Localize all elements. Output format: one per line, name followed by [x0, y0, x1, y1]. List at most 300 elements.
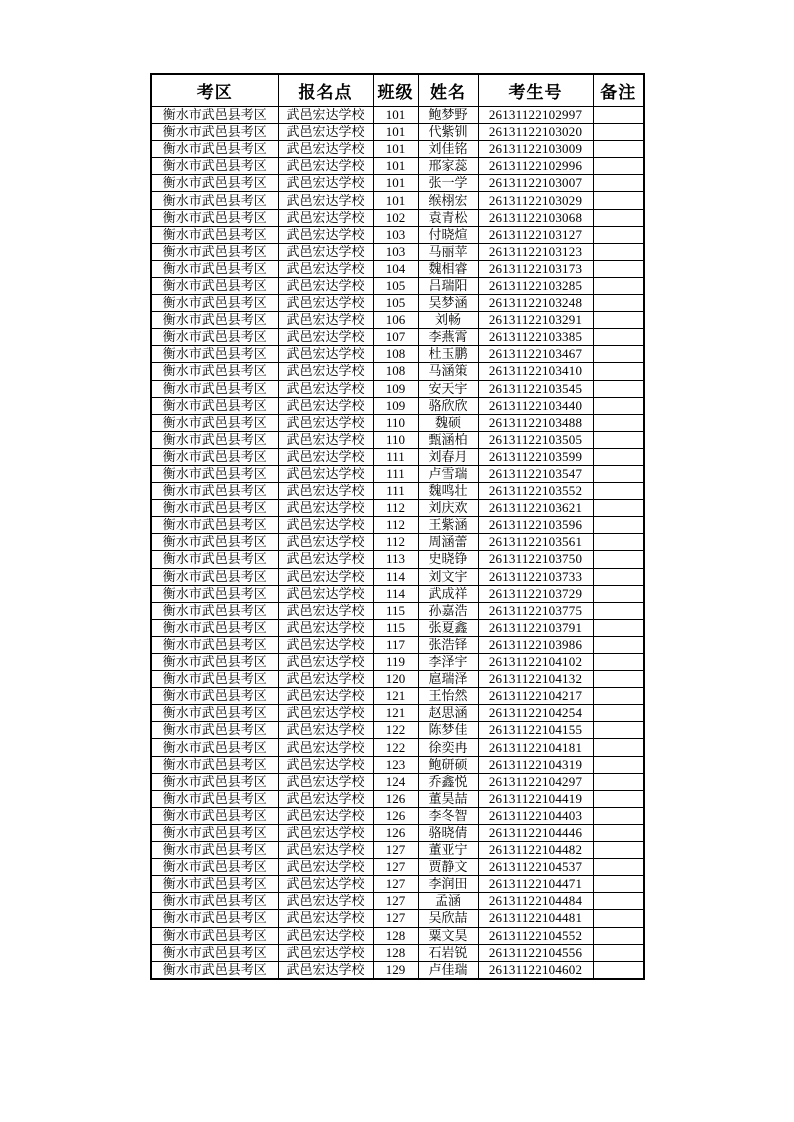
- cell-remarks: [593, 346, 644, 363]
- cell-name: 魏硕: [418, 414, 478, 431]
- cell-class: 127: [373, 910, 418, 927]
- cell-remarks: [593, 175, 644, 192]
- cell-class: 121: [373, 705, 418, 722]
- cell-remarks: [593, 739, 644, 756]
- table-row: [151, 329, 644, 346]
- cell-candidate-id: 26131122103009: [478, 141, 593, 158]
- table-row: [151, 636, 644, 653]
- cell-candidate-id: 26131122103127: [478, 226, 593, 243]
- cell-candidate-id: 26131122104484: [478, 893, 593, 910]
- cell-name: 赵思涵: [418, 705, 478, 722]
- cell-exam-district: 衡水市武邑县考区: [151, 636, 278, 653]
- cell-candidate-id: 26131122104537: [478, 859, 593, 876]
- cell-name: 董昊喆: [418, 790, 478, 807]
- cell-candidate-id: 26131122104254: [478, 705, 593, 722]
- table-row: [151, 414, 644, 431]
- cell-name: 刘畅: [418, 312, 478, 329]
- cell-class: 108: [373, 346, 418, 363]
- cell-class: 108: [373, 363, 418, 380]
- table-row: [151, 226, 644, 243]
- cell-remarks: [593, 226, 644, 243]
- cell-candidate-id: 26131122103599: [478, 448, 593, 465]
- cell-class: 123: [373, 756, 418, 773]
- cell-name: 骆欣欣: [418, 397, 478, 414]
- cell-exam-district: 衡水市武邑县考区: [151, 329, 278, 346]
- cell-remarks: [593, 893, 644, 910]
- table-row: [151, 534, 644, 551]
- table-row: [151, 927, 644, 944]
- cell-registration-site: 武邑宏达学校: [278, 722, 373, 739]
- cell-candidate-id: 26131122103775: [478, 602, 593, 619]
- cell-candidate-id: 26131122103561: [478, 534, 593, 551]
- cell-remarks: [593, 329, 644, 346]
- cell-exam-district: 衡水市武邑县考区: [151, 295, 278, 312]
- cell-remarks: [593, 192, 644, 209]
- cell-remarks: [593, 688, 644, 705]
- cell-candidate-id: 26131122103020: [478, 124, 593, 141]
- cell-candidate-id: 26131122103291: [478, 312, 593, 329]
- cell-exam-district: 衡水市武邑县考区: [151, 312, 278, 329]
- cell-candidate-id: 26131122103545: [478, 380, 593, 397]
- cell-exam-district: 衡水市武邑县考区: [151, 277, 278, 294]
- cell-registration-site: 武邑宏达学校: [278, 226, 373, 243]
- cell-registration-site: 武邑宏达学校: [278, 158, 373, 175]
- cell-registration-site: 武邑宏达学校: [278, 260, 373, 277]
- table-row: [151, 465, 644, 482]
- cell-name: 代紫钏: [418, 124, 478, 141]
- cell-name: 鲍梦野: [418, 107, 478, 124]
- cell-name: 武成祥: [418, 585, 478, 602]
- cell-remarks: [593, 876, 644, 893]
- cell-candidate-id: 26131122104419: [478, 790, 593, 807]
- cell-remarks: [593, 619, 644, 636]
- table-row: [151, 277, 644, 294]
- table-row: [151, 312, 644, 329]
- cell-registration-site: 武邑宏达学校: [278, 277, 373, 294]
- cell-name: 刘春月: [418, 448, 478, 465]
- cell-exam-district: 衡水市武邑县考区: [151, 397, 278, 414]
- table-row: [151, 910, 644, 927]
- cell-registration-site: 武邑宏达学校: [278, 876, 373, 893]
- cell-remarks: [593, 961, 644, 979]
- cell-class: 105: [373, 277, 418, 294]
- cell-remarks: [593, 859, 644, 876]
- cell-exam-district: 衡水市武邑县考区: [151, 226, 278, 243]
- cell-exam-district: 衡水市武邑县考区: [151, 260, 278, 277]
- cell-registration-site: 武邑宏达学校: [278, 756, 373, 773]
- cell-remarks: [593, 124, 644, 141]
- cell-remarks: [593, 448, 644, 465]
- cell-exam-district: 衡水市武邑县考区: [151, 944, 278, 961]
- table-row: [151, 517, 644, 534]
- cell-registration-site: 武邑宏达学校: [278, 397, 373, 414]
- cell-registration-site: 武邑宏达学校: [278, 175, 373, 192]
- cell-remarks: [593, 397, 644, 414]
- cell-class: 124: [373, 773, 418, 790]
- cell-registration-site: 武邑宏达学校: [278, 448, 373, 465]
- cell-name: 吴欣喆: [418, 910, 478, 927]
- cell-registration-site: 武邑宏达学校: [278, 654, 373, 671]
- cell-remarks: [593, 944, 644, 961]
- cell-remarks: [593, 414, 644, 431]
- cell-candidate-id: 26131122103729: [478, 585, 593, 602]
- table-row: [151, 893, 644, 910]
- table-row: [151, 876, 644, 893]
- table-row: [151, 585, 644, 602]
- cell-class: 120: [373, 671, 418, 688]
- table-row: [151, 671, 644, 688]
- cell-registration-site: 武邑宏达学校: [278, 243, 373, 260]
- cell-class: 103: [373, 226, 418, 243]
- cell-class: 101: [373, 192, 418, 209]
- table-row: [151, 192, 644, 209]
- cell-registration-site: 武邑宏达学校: [278, 739, 373, 756]
- cell-class: 111: [373, 448, 418, 465]
- table-row: [151, 654, 644, 671]
- cell-class: 122: [373, 739, 418, 756]
- table-row: [151, 124, 644, 141]
- cell-registration-site: 武邑宏达学校: [278, 192, 373, 209]
- cell-name: 张一学: [418, 175, 478, 192]
- cell-exam-district: 衡水市武邑县考区: [151, 893, 278, 910]
- cell-class: 112: [373, 534, 418, 551]
- cell-name: 袁青松: [418, 209, 478, 226]
- cell-exam-district: 衡水市武邑县考区: [151, 158, 278, 175]
- cell-exam-district: 衡水市武邑县考区: [151, 448, 278, 465]
- cell-exam-district: 衡水市武邑县考区: [151, 705, 278, 722]
- table-row: [151, 380, 644, 397]
- cell-name: 石岩锐: [418, 944, 478, 961]
- cell-name: 付晓煊: [418, 226, 478, 243]
- cell-remarks: [593, 705, 644, 722]
- column-header-remarks: 备注: [593, 74, 644, 107]
- cell-class: 127: [373, 893, 418, 910]
- cell-registration-site: 武邑宏达学校: [278, 431, 373, 448]
- cell-name: 孟涵: [418, 893, 478, 910]
- cell-class: 127: [373, 842, 418, 859]
- cell-candidate-id: 26131122103596: [478, 517, 593, 534]
- cell-remarks: [593, 551, 644, 568]
- cell-candidate-id: 26131122104132: [478, 671, 593, 688]
- table-row: [151, 141, 644, 158]
- cell-exam-district: 衡水市武邑县考区: [151, 517, 278, 534]
- cell-candidate-id: 26131122103986: [478, 636, 593, 653]
- cell-candidate-id: 26131122103173: [478, 260, 593, 277]
- cell-exam-district: 衡水市武邑县考区: [151, 551, 278, 568]
- cell-remarks: [593, 158, 644, 175]
- cell-class: 103: [373, 243, 418, 260]
- cell-candidate-id: 26131122104481: [478, 910, 593, 927]
- cell-name: 刘佳铭: [418, 141, 478, 158]
- table-row: [151, 961, 644, 979]
- cell-registration-site: 武邑宏达学校: [278, 602, 373, 619]
- cell-candidate-id: 26131122104482: [478, 842, 593, 859]
- cell-candidate-id: 26131122104552: [478, 927, 593, 944]
- cell-name: 李燕霄: [418, 329, 478, 346]
- cell-candidate-id: 26131122103552: [478, 483, 593, 500]
- cell-registration-site: 武邑宏达学校: [278, 483, 373, 500]
- cell-registration-site: 武邑宏达学校: [278, 585, 373, 602]
- cell-registration-site: 武邑宏达学校: [278, 329, 373, 346]
- cell-class: 115: [373, 619, 418, 636]
- cell-exam-district: 衡水市武邑县考区: [151, 243, 278, 260]
- cell-name: 李泽宇: [418, 654, 478, 671]
- cell-exam-district: 衡水市武邑县考区: [151, 431, 278, 448]
- cell-class: 105: [373, 295, 418, 312]
- cell-name: 贾静文: [418, 859, 478, 876]
- cell-class: 128: [373, 927, 418, 944]
- cell-class: 102: [373, 209, 418, 226]
- cell-name: 甄涵柏: [418, 431, 478, 448]
- table-row: [151, 551, 644, 568]
- cell-class: 109: [373, 380, 418, 397]
- table-row: [151, 807, 644, 824]
- cell-class: 115: [373, 602, 418, 619]
- cell-class: 127: [373, 859, 418, 876]
- cell-candidate-id: 26131122104297: [478, 773, 593, 790]
- table-row: [151, 824, 644, 841]
- cell-name: 马丽苹: [418, 243, 478, 260]
- cell-candidate-id: 26131122103123: [478, 243, 593, 260]
- cell-candidate-id: 26131122104446: [478, 824, 593, 841]
- cell-registration-site: 武邑宏达学校: [278, 517, 373, 534]
- cell-candidate-id: 26131122104181: [478, 739, 593, 756]
- cell-exam-district: 衡水市武邑县考区: [151, 534, 278, 551]
- table-row: [151, 158, 644, 175]
- cell-registration-site: 武邑宏达学校: [278, 124, 373, 141]
- cell-registration-site: 武邑宏达学校: [278, 842, 373, 859]
- table-header: [151, 74, 644, 107]
- cell-remarks: [593, 602, 644, 619]
- table-row: [151, 295, 644, 312]
- cell-exam-district: 衡水市武邑县考区: [151, 124, 278, 141]
- cell-registration-site: 武邑宏达学校: [278, 671, 373, 688]
- cell-name: 魏鸣壮: [418, 483, 478, 500]
- table-row: [151, 448, 644, 465]
- cell-exam-district: 衡水市武邑县考区: [151, 585, 278, 602]
- cell-exam-district: 衡水市武邑县考区: [151, 824, 278, 841]
- cell-remarks: [593, 277, 644, 294]
- cell-candidate-id: 26131122104602: [478, 961, 593, 979]
- cell-registration-site: 武邑宏达学校: [278, 927, 373, 944]
- table-row: [151, 483, 644, 500]
- cell-class: 117: [373, 636, 418, 653]
- cell-name: 吕瑞阳: [418, 277, 478, 294]
- cell-registration-site: 武邑宏达学校: [278, 636, 373, 653]
- cell-name: 徐奕冉: [418, 739, 478, 756]
- cell-candidate-id: 26131122103505: [478, 431, 593, 448]
- header-row: [151, 74, 644, 107]
- table-row: [151, 431, 644, 448]
- candidate-roster-table: [150, 73, 645, 980]
- cell-remarks: [593, 141, 644, 158]
- cell-registration-site: 武邑宏达学校: [278, 893, 373, 910]
- table-row: [151, 175, 644, 192]
- cell-exam-district: 衡水市武邑县考区: [151, 790, 278, 807]
- cell-remarks: [593, 107, 644, 124]
- cell-name: 安天宇: [418, 380, 478, 397]
- cell-class: 110: [373, 431, 418, 448]
- cell-exam-district: 衡水市武邑县考区: [151, 756, 278, 773]
- cell-remarks: [593, 260, 644, 277]
- cell-exam-district: 衡水市武邑县考区: [151, 465, 278, 482]
- cell-candidate-id: 26131122103410: [478, 363, 593, 380]
- cell-name: 卢雪瑞: [418, 465, 478, 482]
- cell-class: 128: [373, 944, 418, 961]
- cell-registration-site: 武邑宏达学校: [278, 705, 373, 722]
- cell-candidate-id: 26131122102997: [478, 107, 593, 124]
- cell-name: 王紫涵: [418, 517, 478, 534]
- cell-remarks: [593, 295, 644, 312]
- cell-name: 李润田: [418, 876, 478, 893]
- cell-candidate-id: 26131122103068: [478, 209, 593, 226]
- cell-registration-site: 武邑宏达学校: [278, 688, 373, 705]
- cell-exam-district: 衡水市武邑县考区: [151, 842, 278, 859]
- cell-class: 101: [373, 124, 418, 141]
- cell-exam-district: 衡水市武邑县考区: [151, 602, 278, 619]
- cell-candidate-id: 26131122104471: [478, 876, 593, 893]
- exam-roster-sheet: [150, 73, 643, 980]
- cell-remarks: [593, 773, 644, 790]
- cell-class: 109: [373, 397, 418, 414]
- table-row: [151, 363, 644, 380]
- column-header-class: 班级: [373, 74, 418, 107]
- cell-name: 骆晓倩: [418, 824, 478, 841]
- cell-name: 粟文昊: [418, 927, 478, 944]
- cell-name: 张浩铎: [418, 636, 478, 653]
- cell-name: 孙嘉浩: [418, 602, 478, 619]
- table-row: [151, 688, 644, 705]
- cell-registration-site: 武邑宏达学校: [278, 465, 373, 482]
- cell-registration-site: 武邑宏达学校: [278, 346, 373, 363]
- cell-registration-site: 武邑宏达学校: [278, 551, 373, 568]
- table-row: [151, 500, 644, 517]
- cell-name: 周涵蕾: [418, 534, 478, 551]
- cell-remarks: [593, 209, 644, 226]
- cell-exam-district: 衡水市武邑县考区: [151, 209, 278, 226]
- cell-exam-district: 衡水市武邑县考区: [151, 927, 278, 944]
- cell-class: 113: [373, 551, 418, 568]
- table-row: [151, 859, 644, 876]
- cell-candidate-id: 26131122104403: [478, 807, 593, 824]
- cell-class: 119: [373, 654, 418, 671]
- cell-remarks: [593, 636, 644, 653]
- cell-exam-district: 衡水市武邑县考区: [151, 175, 278, 192]
- cell-class: 129: [373, 961, 418, 979]
- cell-registration-site: 武邑宏达学校: [278, 380, 373, 397]
- cell-name: 魏相睿: [418, 260, 478, 277]
- cell-class: 121: [373, 688, 418, 705]
- table-row: [151, 346, 644, 363]
- table-row: [151, 773, 644, 790]
- cell-registration-site: 武邑宏达学校: [278, 500, 373, 517]
- cell-name: 卢佳瑞: [418, 961, 478, 979]
- cell-remarks: [593, 824, 644, 841]
- cell-class: 112: [373, 500, 418, 517]
- cell-name: 鲍研硕: [418, 756, 478, 773]
- cell-candidate-id: 26131122103733: [478, 568, 593, 585]
- cell-class: 126: [373, 824, 418, 841]
- cell-candidate-id: 26131122104319: [478, 756, 593, 773]
- cell-candidate-id: 26131122103440: [478, 397, 593, 414]
- cell-exam-district: 衡水市武邑县考区: [151, 483, 278, 500]
- cell-registration-site: 武邑宏达学校: [278, 807, 373, 824]
- cell-exam-district: 衡水市武邑县考区: [151, 192, 278, 209]
- table-row: [151, 397, 644, 414]
- column-header-candidate-id: 考生号: [478, 74, 593, 107]
- cell-exam-district: 衡水市武邑县考区: [151, 910, 278, 927]
- cell-name: 刘庆欢: [418, 500, 478, 517]
- cell-remarks: [593, 534, 644, 551]
- table-body: [151, 107, 644, 979]
- cell-exam-district: 衡水市武邑县考区: [151, 807, 278, 824]
- table-row: [151, 739, 644, 756]
- cell-exam-district: 衡水市武邑县考区: [151, 500, 278, 517]
- cell-registration-site: 武邑宏达学校: [278, 209, 373, 226]
- cell-exam-district: 衡水市武邑县考区: [151, 859, 278, 876]
- cell-class: 107: [373, 329, 418, 346]
- cell-class: 101: [373, 158, 418, 175]
- cell-name: 王怡然: [418, 688, 478, 705]
- table-row: [151, 944, 644, 961]
- cell-registration-site: 武邑宏达学校: [278, 859, 373, 876]
- cell-exam-district: 衡水市武邑县考区: [151, 739, 278, 756]
- cell-registration-site: 武邑宏达学校: [278, 534, 373, 551]
- cell-candidate-id: 26131122103547: [478, 465, 593, 482]
- cell-candidate-id: 26131122103007: [478, 175, 593, 192]
- cell-name: 张夏鑫: [418, 619, 478, 636]
- cell-class: 127: [373, 876, 418, 893]
- cell-remarks: [593, 756, 644, 773]
- cell-exam-district: 衡水市武邑县考区: [151, 619, 278, 636]
- cell-remarks: [593, 722, 644, 739]
- cell-name: 杜玉鹏: [418, 346, 478, 363]
- cell-class: 111: [373, 465, 418, 482]
- cell-remarks: [593, 807, 644, 824]
- table-row: [151, 260, 644, 277]
- cell-class: 104: [373, 260, 418, 277]
- cell-remarks: [593, 500, 644, 517]
- table-row: [151, 705, 644, 722]
- cell-candidate-id: 26131122104102: [478, 654, 593, 671]
- cell-candidate-id: 26131122103029: [478, 192, 593, 209]
- table-row: [151, 107, 644, 124]
- cell-name: 马涵策: [418, 363, 478, 380]
- cell-registration-site: 武邑宏达学校: [278, 961, 373, 979]
- cell-candidate-id: 26131122104217: [478, 688, 593, 705]
- cell-candidate-id: 26131122103467: [478, 346, 593, 363]
- cell-remarks: [593, 568, 644, 585]
- cell-class: 101: [373, 107, 418, 124]
- cell-candidate-id: 26131122103791: [478, 619, 593, 636]
- cell-candidate-id: 26131122103385: [478, 329, 593, 346]
- cell-registration-site: 武邑宏达学校: [278, 790, 373, 807]
- cell-candidate-id: 26131122103621: [478, 500, 593, 517]
- cell-exam-district: 衡水市武邑县考区: [151, 363, 278, 380]
- cell-candidate-id: 26131122102996: [478, 158, 593, 175]
- cell-registration-site: 武邑宏达学校: [278, 295, 373, 312]
- cell-exam-district: 衡水市武邑县考区: [151, 688, 278, 705]
- cell-exam-district: 衡水市武邑县考区: [151, 876, 278, 893]
- cell-registration-site: 武邑宏达学校: [278, 107, 373, 124]
- cell-class: 106: [373, 312, 418, 329]
- cell-name: 刘文宇: [418, 568, 478, 585]
- cell-remarks: [593, 243, 644, 260]
- cell-remarks: [593, 654, 644, 671]
- cell-registration-site: 武邑宏达学校: [278, 363, 373, 380]
- table-row: [151, 209, 644, 226]
- cell-name: 邢家蕊: [418, 158, 478, 175]
